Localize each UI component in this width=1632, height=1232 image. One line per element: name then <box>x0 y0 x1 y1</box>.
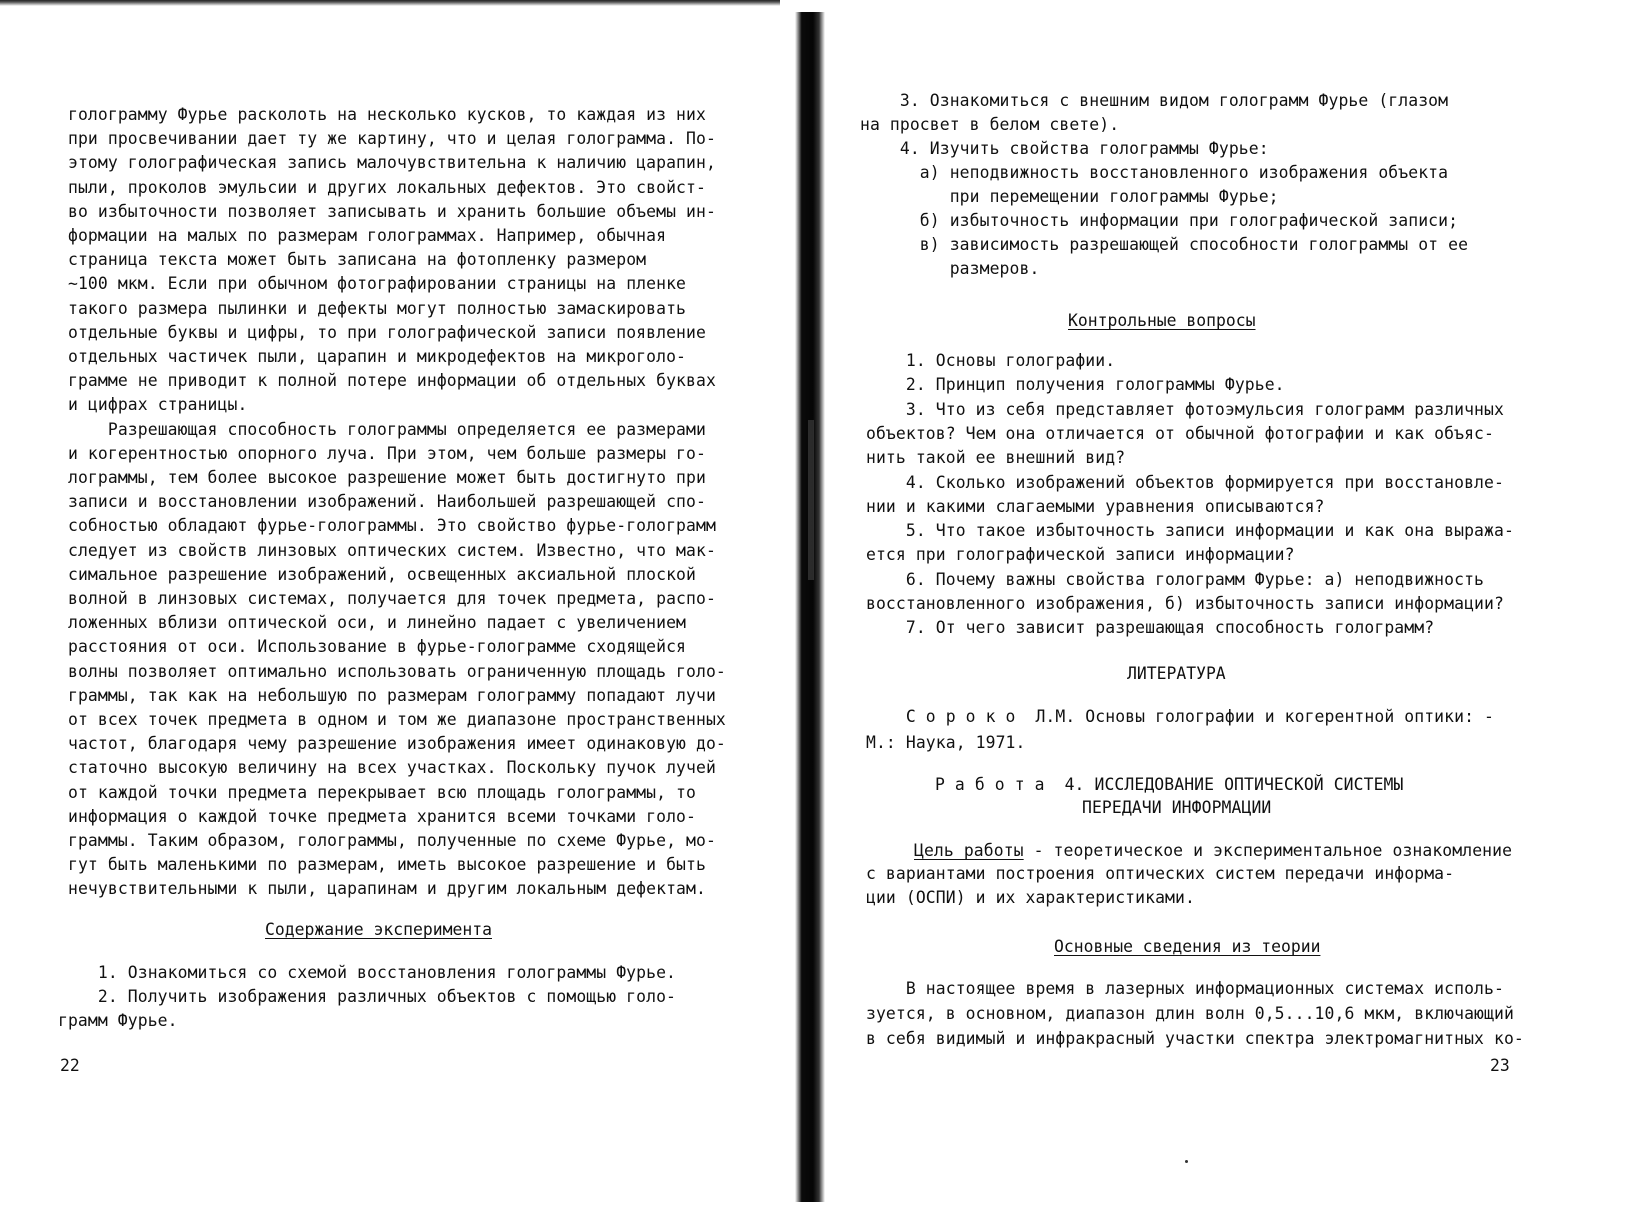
list-item: 3. Ознакомиться с внешним видом голограмм Фурье (глазом <box>860 91 1449 110</box>
text-line: волной в линзовых системах, получается для точек предмета, распо- <box>68 589 716 608</box>
text-line: и цифрах страницы. <box>68 395 248 415</box>
goal-text-0: - теоретическое и экспериментальное ознакомление <box>1023 841 1513 860</box>
list-item: а) неподвижность восстановленного изображения объекта <box>860 163 1449 182</box>
text-line: гут быть маленькими по размерам, иметь высокое разрешение и быть <box>68 855 706 875</box>
text-line: ~100 мкм. Если при обычном фотографировании страницы на пленке <box>68 274 687 294</box>
text-line: от всех точек предмета в одном и том же диапазоне пространственных <box>68 710 726 729</box>
text-line: волны позволяет оптимально использовать ограниченную площадь голо- <box>68 661 726 681</box>
question-item: 4. Сколько изображений объектов формируется при восстановле- <box>866 472 1504 492</box>
text-line: статочно высокую величину на всех участках. Поскольку пучок лучей <box>68 758 716 778</box>
text-line: записи и восстановлении изображений. Наибольшей разрешающей спо- <box>68 492 706 512</box>
book-spine-shadow <box>795 12 825 1202</box>
list-item: размеров. <box>860 259 1040 278</box>
work-title-line-1: Р а б о т а 4. ИССЛЕДОВАНИЕ ОПТИЧЕСКОЙ СИСТЕМЫ <box>935 775 1404 794</box>
goal-text-1: с вариантами построения оптических систем передачи информа- <box>866 864 1455 883</box>
text-line: частот, благодаря чему разрешение изображения имеет одинаковую до- <box>68 734 726 754</box>
question-item: 5. Что такое избыточность записи информации и как она выража- <box>866 521 1514 541</box>
text-line: зуется, в основном, диапазон длин волн 0,5...10,6 мкм, включающий <box>866 1004 1514 1023</box>
list-item: 4. Изучить свойства голограммы Фурье: <box>860 139 1269 158</box>
text-line: в себя видимый и инфракрасный участки спектра электромагнитных ко- <box>866 1029 1524 1048</box>
text-line: расстояния от оси. Использование в фурье-голограмме сходящейся <box>68 637 687 657</box>
literature-heading: ЛИТЕРАТУРА <box>1127 664 1226 683</box>
right-page <box>830 0 1632 1232</box>
text-line: В настоящее время в лазерных информационных системах исполь- <box>866 979 1504 998</box>
text-line: информация о каждой точке предмета хранится всеми точками голо- <box>68 806 696 826</box>
scan-speck <box>1185 1160 1188 1163</box>
text-line: во избыточности позволяет записывать и хранить большие объемы ин- <box>68 201 716 221</box>
work-title-line-2: ПЕРЕДАЧИ ИНФОРМАЦИИ <box>1082 798 1272 817</box>
text-line: собностью обладают фурье-голограммы. Это свойство фурье-голограмм <box>68 516 716 536</box>
list-item: в) зависимость разрешающей способности голограммы от ее <box>860 235 1469 254</box>
question-item: 6. Почему важны свойства голограмм Фурье: а) неподвижность <box>866 569 1485 589</box>
literature-item: М.: Наука, 1971. <box>866 733 1026 752</box>
goal-label: Цель работы <box>914 841 1024 860</box>
literature-item: С о р о к о Л.М. Основы голографии и когерентной оптики: - <box>866 707 1494 726</box>
question-item: нии и какими слагаемыми уравнения описываются? <box>866 496 1325 516</box>
text-line: этому голографическая запись малочувствительна к наличию царапин, <box>68 153 716 173</box>
text-line: следует из свойств линзовых оптических систем. Известно, что мак- <box>68 540 716 560</box>
text-line: граммы. Таким образом, голограммы, полученные по схеме Фурье, мо- <box>68 831 716 850</box>
list-item: б) избыточность информации при голографической записи; <box>860 211 1459 230</box>
text-line: отдельных частичек пыли, царапин и микродефектов на микроголо- <box>68 347 687 366</box>
text-line: ложенных вблизи оптической оси, и линейно падает с увеличением <box>68 613 687 633</box>
experiment-heading: Содержание эксперимента <box>265 920 492 939</box>
text-line: пыли, проколов эмульсии и других локальных дефектов. Это свойст- <box>68 177 706 197</box>
list-item: на просвет в белом свете). <box>860 115 1120 134</box>
text-line: страница текста может быть записана на фотопленку размером <box>68 250 647 270</box>
text-line: голограмму Фурье расколоть на несколько кусков, то каждая из них <box>68 105 706 124</box>
page-number-left: 22 <box>60 1056 80 1075</box>
goal-first-line <box>914 840 1512 862</box>
text-line: такого размера пылинки и дефекты могут полностью замаскировать <box>68 298 687 318</box>
question-item: нить такой ее внешний вид? <box>866 448 1126 468</box>
text-line: отдельные буквы и цифры, то при голографической записи появление <box>68 322 706 342</box>
text-line: от каждой точки предмета перекрывает всю площадь голограммы, то <box>68 782 696 802</box>
goal-text-2: ции (ОСПИ) и их характеристиками. <box>866 888 1195 907</box>
text-line: формации на малых по размерам голограммах. Например, обычная <box>68 226 667 245</box>
text-line: грамме не приводит к полной потере информации об отдельных буквах <box>68 371 716 391</box>
question-item: 1. Основы голографии. <box>866 351 1116 370</box>
text-line: граммы, так как на небольшую по размерам голограмму попадают лучи <box>68 685 716 705</box>
question-item: объектов? Чем она отличается от обычной фотографии и как объяс- <box>866 423 1494 443</box>
theory-heading: Основные сведения из теории <box>1054 937 1321 956</box>
text-line: и когерентностью опорного луча. При этом, чем больше размеры го- <box>68 443 706 463</box>
question-item: 2. Принцип получения голограммы Фурье. <box>866 375 1285 395</box>
questions-heading: Контрольные вопросы <box>1068 311 1256 330</box>
text-line: нечувствительными к пыли, царапинам и другим локальным дефектам. <box>68 879 706 899</box>
text-line: Разрешающая способность голограммы определяется ее размерами <box>68 419 706 439</box>
text-line: симальное разрешение изображений, освещенных аксиальной плоской <box>68 564 696 584</box>
list-item: 2. Получить изображения различных объектов с помощью голо- <box>58 987 677 1006</box>
question-item: ется при голографической записи информации? <box>866 545 1295 565</box>
question-item: восстановленного изображения, б) избыточность записи информации? <box>866 594 1504 613</box>
question-item: 7. От чего зависит разрешающая способность голограмм? <box>866 618 1435 638</box>
text-line: при просвечивании дает ту же картину, что и целая голограмма. По- <box>68 129 716 149</box>
list-item: грамм Фурье. <box>58 1011 178 1030</box>
question-item: 3. Что из себя представляет фотоэмульсия голограмм различных <box>866 399 1504 419</box>
book-spine-highlight <box>808 420 814 580</box>
page-number-right: 23 <box>1490 1056 1510 1075</box>
list-item: при перемещении голограммы Фурье; <box>860 187 1279 206</box>
text-line: лограммы, тем более высокое разрешение может быть достигнуто при <box>68 468 706 487</box>
list-item: 1. Ознакомиться со схемой восстановления голограммы Фурье. <box>58 963 677 982</box>
left-page <box>0 0 790 1232</box>
